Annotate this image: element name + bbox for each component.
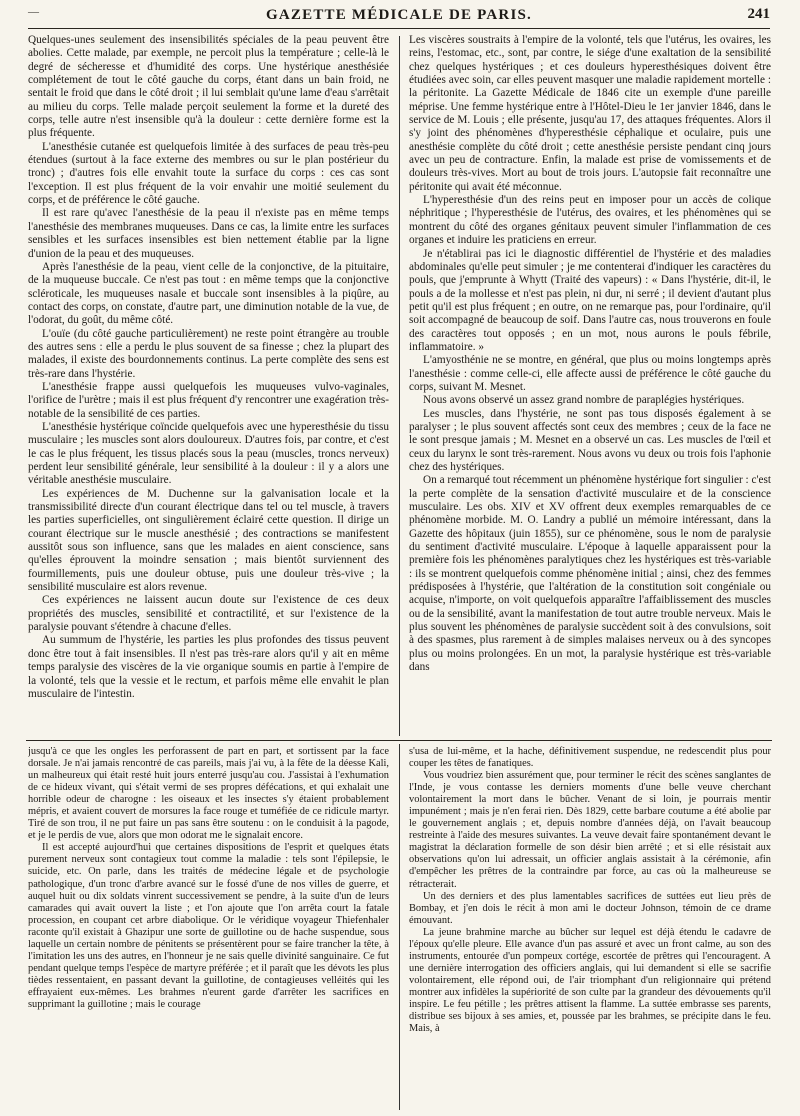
column-divider xyxy=(399,36,400,736)
paragraph: Les expériences de M. Duchenne sur la galvanisation locale et la transmissibilité directe d'un courant électrique dans tel ou tel muscle, à travers les parties superficielles, ont singulièrement éclairé cette question. Il dirige un courant électrique sur le muscle anesthésié ; des contractions se manifestent aussitôt sous son influence, sans que les malades en aient conscience, sans qu'elles éprouvent la moindre sensation ; mais bientôt surviennent des fourmillements, puis une douleur obtuse, puis une douleur très-vive ; la sensibilité musculaire est alors revenue. xyxy=(28,487,389,594)
paragraph: Après l'anesthésie de la peau, vient celle de la conjonctive, de la pituitaire, de la muqueuse buccale. Ce n'est pas tout : en même temps que la conjonctive scléroticale, les muqueuses nasale et buccale sont insensibles à la piqûre, au contact des corps, on constate, d'autre part, une diminution notable de la vue, de l'odorat, du goût, du même côté. xyxy=(28,260,389,327)
paragraph: La jeune brahmine marche au bûcher sur lequel est déjà étendu le cadavre de l'époux qu'elle pleure. Elle avance d'un pas assuré et avec un front calme, au son des instruments, entourée d'un pompeux cortége, escortée de prêtres qui l'encouragent. A une dernière interrogation des officiers anglais, qui lui demandent si elle se sacrifie volontairement, elle répond oui, de l'air triomphant d'un religionnaire qui prétend montrer aux infidèles la supériorité de son culte par la grandeur des dévouements qu'il inspire. Le feu pétille ; les prêtres attisent la flamme. La suttée embrasse ses parents, distribue ses bijoux à ses amies, et, poussée par les brahmes, se précipite dans le feu. Mais, à xyxy=(409,926,771,1035)
journal-title: GAZETTE MÉDICALE DE PARIS. xyxy=(266,7,532,23)
page-number: 241 xyxy=(747,6,770,22)
paragraph: Au summum de l'hystérie, les parties les plus profondes des tissus peuvent donc être tout à fait insensibles. Il n'est pas très-rare alors qu'il y ait en même temps paralysie des viscères de la vie organique soumis en partie à l'empire de la volonté, tels que la vessie et le rectum, et parfois même elle envahit le plan musculaire de l'intestin. xyxy=(28,634,389,700)
paragraph: jusqu'à ce que les ongles les perforassent de part en part, et sortissent par la face dorsale. Je n'ai jamais rencontré de cas pareils, mais j'ai vu, à la fête de la déesse Kali, un malheureux qui était resté huit jours enterré jusqu'au cou. J'assistai à l'exhumation de ce hideux vivant, qui s'était vermi de ses propres défécations, et qui exhalait une horrible odeur de charogne : les oiseaux et les insectes s'y étaient probablement mépris, et avaient couvert de morsures la face rouge et tuméfiée de ce ridicule martyr. Tiré de son trou, il ne put faire un pas sans être soutenu : on le conduisit à la pagode, et je le perdis de vue, alors que mon odorat me le signalait encore. xyxy=(28,746,389,842)
paragraph: L'anesthésie hystérique coïncide quelquefois avec une hyperesthésie du tissu musculaire ; les muscles sont alors douloureux. D'autres fois, par contre, et c'est le cas le plus fréquent, les tissus placés sous la peau (muscles, troncs nerveux) perdent leur sensibilité générale, leur sensibilité à la douleur : il y a alors une véritable anesthésie musculaire. xyxy=(28,420,389,487)
paragraph: L'ouïe (du côté gauche particulièrement) ne reste point étrangère au trouble des autres sens : elle a perdu le plus souvent de sa finesse ; chez la plupart des malades, il existe des bourdonnements continus. La perte complète des sens est très-rare dans l'hystérie. xyxy=(28,327,389,380)
paragraph: On a remarqué tout récemment un phénomène hystérique fort singulier : c'est la perte complète de la sensation d'activité musculaire et de la conscience musculaire. Les obs. XIV et XV offrent deux exemples remarquables de ce phénomène morbide. M. O. Landry a publié un mémoire intéressant, dans la Gazette des hôpitaux (juin 1855), sur ce phénomène, sous le nom de paralysie du sentiment d'activité musculaire. L'époque à laquelle apparaissent pour la première fois les phénomènes paralytiques chez les hystériques est très-variable : ils se montrent quelquefois comme phénomène initial ; ainsi, chez des femmes prédisposées à l'hystérie, que l'altération de la constitution soit congéniale ou acquise, n'importe, on voit quelquefois apparaître l'affaiblissement des muscles ou de la sensibilité, avant la manifestation de tout autre trouble nerveux. Mais le plus souvent les phénomènes de paralysie succèdent soit à des convulsions, soit à des spasmes, plus rarement à de simples malaises nerveux ou à des syncopes plus ou moins prolongées. En un mot, la paralysie hystérique est très-variable dans xyxy=(409,474,771,674)
paragraph: Quelques-unes seulement des insensibilités spéciales de la peau peuvent être abolies. Cette malade, par exemple, ne percoit plus la température ; celle-là le degré de sécheresse et d'humidité des corps. Une hystérique anesthésiée complétement de tout le côté gauche du corps, étant dans un bain froid, ne sentait le froid que dans le côté droit ; il lui semblait qu'une lame d'eau s'arrêtait au milieu du corps. Telle malade perçoit seulement la forme et la dureté des corps, telle autre n'est insensible qu'à la douleur : cette dernière forme est la plus fréquente. xyxy=(28,34,389,140)
paragraph: Il est accepté aujourd'hui que certaines dispositions de l'esprit et quelques états purement nerveux sont contagieux tout comme la maladie : tels sont l'épilepsie, le suicide, etc. On parle, dans les traités de médecine légale et de psychologie pathologique, d'un tronc d'arbre avancé sur le fossé d'une de nos villes de guerre, et auquel huit ou dix soldats vinrent successivement se pendre, à la suite d'un de leurs camarades qui avait ouvert la liste ; et l'on ajoute que l'on arrêta court la fatale procession, en coupant cet arbre diabolique. Or le véridique voyageur Thiefenhaler raconte qu'il existait à Ghazipur une sorte de guillotine ou de hache suspendue, sous laquelle un certain nombre de pénitents se présentèrent pour se faire trancher la tête, à l'imitation les uns des autres, en l'honneur je ne sais quelle divinité sanguinaire. Ce fut pendant quelque temps l'espèce de martyre préférée ; et il paraît que les dévots les plus tièdes ressentaient, en passant devant la guillotine, de contagieuses velléités qui les effrayaient eux-mêmes. Les brahmes n'eurent garde d'arrêter les sacrifices en supprimant la guillotine ; mais le courage xyxy=(28,842,389,1010)
paragraph: Les viscères soustraits à l'empire de la volonté, tels que l'utérus, les ovaires, les reins, l'estomac, etc., sont, par contre, le siége d'une exaltation de la sensibilité chez quelques hystériques ; et ces douleurs hyperesthésiques doivent être étudiées avec soin, car elles peuvent masquer une maladie rapidement mortelle : la péritonite. La Gazette Médicale de 1846 cite un exemple d'une pareille méprise. Une femme hystérique entre à l'Hôtel-Dieu le 1er janvier 1846, dans le service de M. Louis ; elle présente, jusqu'au 17, des attaques fréquentes. Alors il s'y joint des phénomènes d'hyperesthésie céphalique et oculaire, puis une anesthésie complète du côté droit ; cette anesthésie persiste pendant cinq jours avec un peu de contracture. Enfin, la malade est prise de vomissements et de douleurs très-vives. Mort au bout de trois jours. L'autopsie fait reconnaître une péritonite qui avait été méconnue. xyxy=(409,34,771,193)
paragraph: Il est rare qu'avec l'anesthésie de la peau il n'existe pas en même temps l'anesthésie des membranes muqueuses. Dans ce cas, la limite entre les surfaces sensibles et les surfaces insensibles est bien nettement établie par la ligne d'union de la peau et des muqueuses. xyxy=(28,207,389,260)
paragraph: Vous voudriez bien assurément que, pour terminer le récit des scènes sanglantes de l'Inde, je vous contasse les derniers moments d'une belle veuve cherchant volontairement la mort dans le bûcher. Venant de si loin, je pourrais mentir impunément ; mais je n'en ferai rien. Dès 1829, cette barbare coutume a été abolie par le gouvernement anglais ; et, depuis nombre d'années déjà, on l'avait beaucoup restreinte à l'aide des mesures suivantes. La veuve devait faire spontanément devant le magistrat la déclaration formelle de son désir bien arrêté ; et si elle résistait aux observations qu'on lui adressait, un officier anglais assistait à la cérémonie, afin d'empêcher les prêtres de la contraindre par force, au cas où la malheureuse se rétracterait. xyxy=(409,770,771,890)
paragraph: Ces expériences ne laissent aucun doute sur l'existence de ces deux propriétés des muscles, sensibilité et contractilité, et sur l'existence de la paralysie pouvant s'étendre à chacune d'elles. xyxy=(28,594,389,634)
upper-right-column xyxy=(409,34,771,737)
lower-right-column xyxy=(409,746,771,1112)
page-header xyxy=(28,4,770,29)
paragraph: L'anesthésie cutanée est quelquefois limitée à des surfaces de peau très-peu étendues (surtout à la face externe des membres ou sur le plan postérieur du tronc) ; d'autres fois elle envahit toute la surface du corps : ces cas sont l'exception. Il est plus fréquent de la voir envahir une moitié seulement du corps, et de préférence le côté gauche. xyxy=(28,140,389,207)
lower-left-column xyxy=(28,746,389,1112)
feuilleton-divider xyxy=(26,740,772,741)
paragraph: Je n'établirai pas ici le diagnostic différentiel de l'hystérie et des maladies abdominales qu'elle peut simuler ; je me contenterai d'indiquer les caractères du pouls, que j'emprunte à Whytt (Traité des vapeurs) : « Dans l'hystérie, dit-il, le pouls a de la mollesse et n'est pas plein, ni dur, ni serré ; il devient d'autant plus petit qu'il est plus fréquent ; en outre, on ne remarque pas, pour l'ordinaire, qu'il soit accompagné de beaucoup de soif. Dans l'autre cas, nous trouverons en foule des caractères tout opposés ; en un mot, nous aurons le pouls fébrile, inflammatoire. » xyxy=(409,247,771,353)
paragraph: Un des derniers et des plus lamentables sacrifices de suttées eut lieu près de Bombay, et j'en dois le récit à mon ami le docteur Johnson, témoin de ce drame émouvant. xyxy=(409,890,771,926)
paragraph: L'amyosthénie ne se montre, en général, que plus ou moins longtemps après l'anesthésie : comme celle-ci, elle affecte aussi de préférence le côté gauche du corps, suivant M. Mesnet. xyxy=(409,354,771,393)
paragraph: s'usa de lui-même, et la hache, définitivement suspendue, ne redescendit plus pour couper les têtes de fanatiques. xyxy=(409,746,771,770)
header-mark: — xyxy=(28,6,39,18)
upper-left-column xyxy=(28,34,389,737)
paragraph: Les muscles, dans l'hystérie, ne sont pas tous disposés également à se paralyser ; le plus souvent affectés sont ceux des membres ; ceux de la face ne le sont presque jamais ; M. Mesnet en a observé un cas. Les muscles de l'œil et ceux du larynx le sont très-rarement. Nous avons vu deux ou trois fois l'aphonie chez des hystériques. xyxy=(409,407,771,473)
paragraph: Nous avons observé un assez grand nombre de paraplégies hystériques. xyxy=(423,394,745,407)
paragraph: L'hyperesthésie d'un des reins peut en imposer pour un accès de colique néphritique ; l'hyperesthésie de l'utérus, des ovaires, et les phénomènes qui se montrent du côté des organes génitaux peuvent simuler l'inflammation de ces organes et induire les praticiens en erreur. xyxy=(409,194,771,247)
column-divider xyxy=(399,744,400,1110)
paragraph: L'anesthésie frappe aussi quelquefois les muqueuses vulvo-vaginales, l'orifice de l'urètre ; mais il est plus fréquent d'y rencontrer une exagération très-notable de la sensibilité de ces parties. xyxy=(28,380,389,420)
